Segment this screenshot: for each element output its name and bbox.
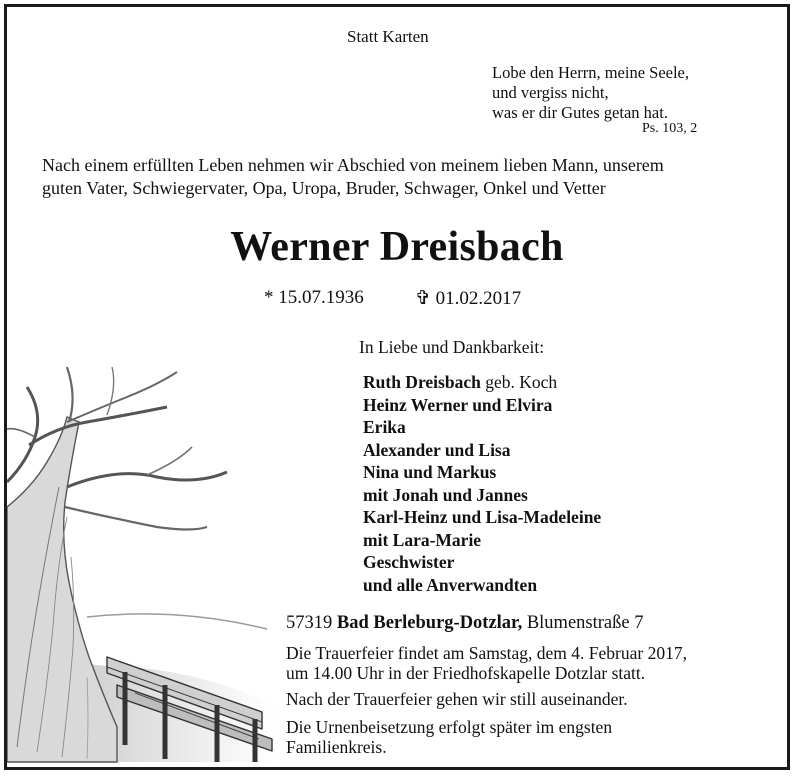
family-member-rest: geb. Koch — [480, 372, 558, 392]
address — [286, 613, 643, 634]
psalm-reference: Ps. 103, 2 — [642, 121, 698, 136]
intro-text — [42, 154, 782, 200]
psalm-line: Lobe den Herrn, meine Seele, — [492, 63, 690, 82]
urn-line: Familienkreis. — [286, 737, 387, 757]
urn-line: Die Urnenbeisetzung erfolgt später im engsten — [286, 717, 613, 737]
family-member — [363, 371, 601, 394]
town: Bad Berleburg-Dotzlar, — [336, 613, 523, 633]
cross-icon: ✞ — [415, 288, 431, 309]
death-date: 01.02.2017 — [435, 288, 522, 309]
funeral-notice — [286, 643, 776, 683]
family-list — [363, 371, 601, 596]
psalm-line: was er dir Gutes getan hat. — [492, 103, 668, 122]
family-member: Alexander und Lisa — [363, 439, 511, 460]
urn-notice — [286, 717, 706, 757]
intro-line: Nach einem erfüllten Leben nehmen wir Abschied von meinem lieben Mann, unserem — [42, 155, 664, 175]
psalm-quote — [492, 63, 689, 123]
family-member: Nina und Markus — [363, 462, 497, 482]
family-member: mit Jonah und Jannes — [363, 484, 528, 505]
deceased-name: Werner Dreisbach — [230, 224, 564, 270]
family-member: mit Lara-Marie — [363, 529, 482, 550]
after-notice: Nach der Trauerfeier gehen wir still auseinander. — [286, 689, 628, 709]
family-member: Erika — [363, 417, 406, 437]
funeral-line: um 14.00 Uhr in der Friedhofskapelle Dotzlar statt. — [286, 663, 646, 683]
family-member: Karl-Heinz und Lisa-Madeleine — [363, 507, 602, 527]
street: Blumenstraße 7 — [522, 613, 644, 633]
intro-line: guten Vater, Schwiegervater, Opa, Uropa, Bruder, Schwager, Onkel und Vetter — [42, 178, 606, 198]
horizon-line — [87, 614, 267, 629]
family-member-bold: Ruth Dreisbach — [363, 372, 481, 392]
death-date-block — [415, 287, 521, 310]
tree-branch — [67, 367, 73, 422]
family-member: und alle Anverwandten — [363, 574, 538, 595]
family-heading: In Liebe und Dankbarkeit: — [359, 337, 545, 357]
tree-branch — [29, 407, 167, 445]
birth-date: * 15.07.1936 — [264, 287, 364, 308]
postcode: 57319 — [286, 613, 337, 633]
tree-bench-illustration — [7, 367, 297, 767]
statt-karten: Statt Karten — [347, 27, 429, 46]
funeral-line: Die Trauerfeier findet am Samstag, dem 4. Februar 2017, — [286, 643, 687, 663]
psalm-line: und vergiss nicht, — [492, 83, 609, 102]
family-member: Heinz Werner und Elvira — [363, 394, 553, 415]
obituary-frame — [4, 4, 790, 770]
tree-branch — [7, 387, 38, 482]
tree-trunk — [7, 417, 117, 762]
tree-branch — [65, 507, 207, 530]
family-member: Geschwister — [363, 552, 455, 572]
